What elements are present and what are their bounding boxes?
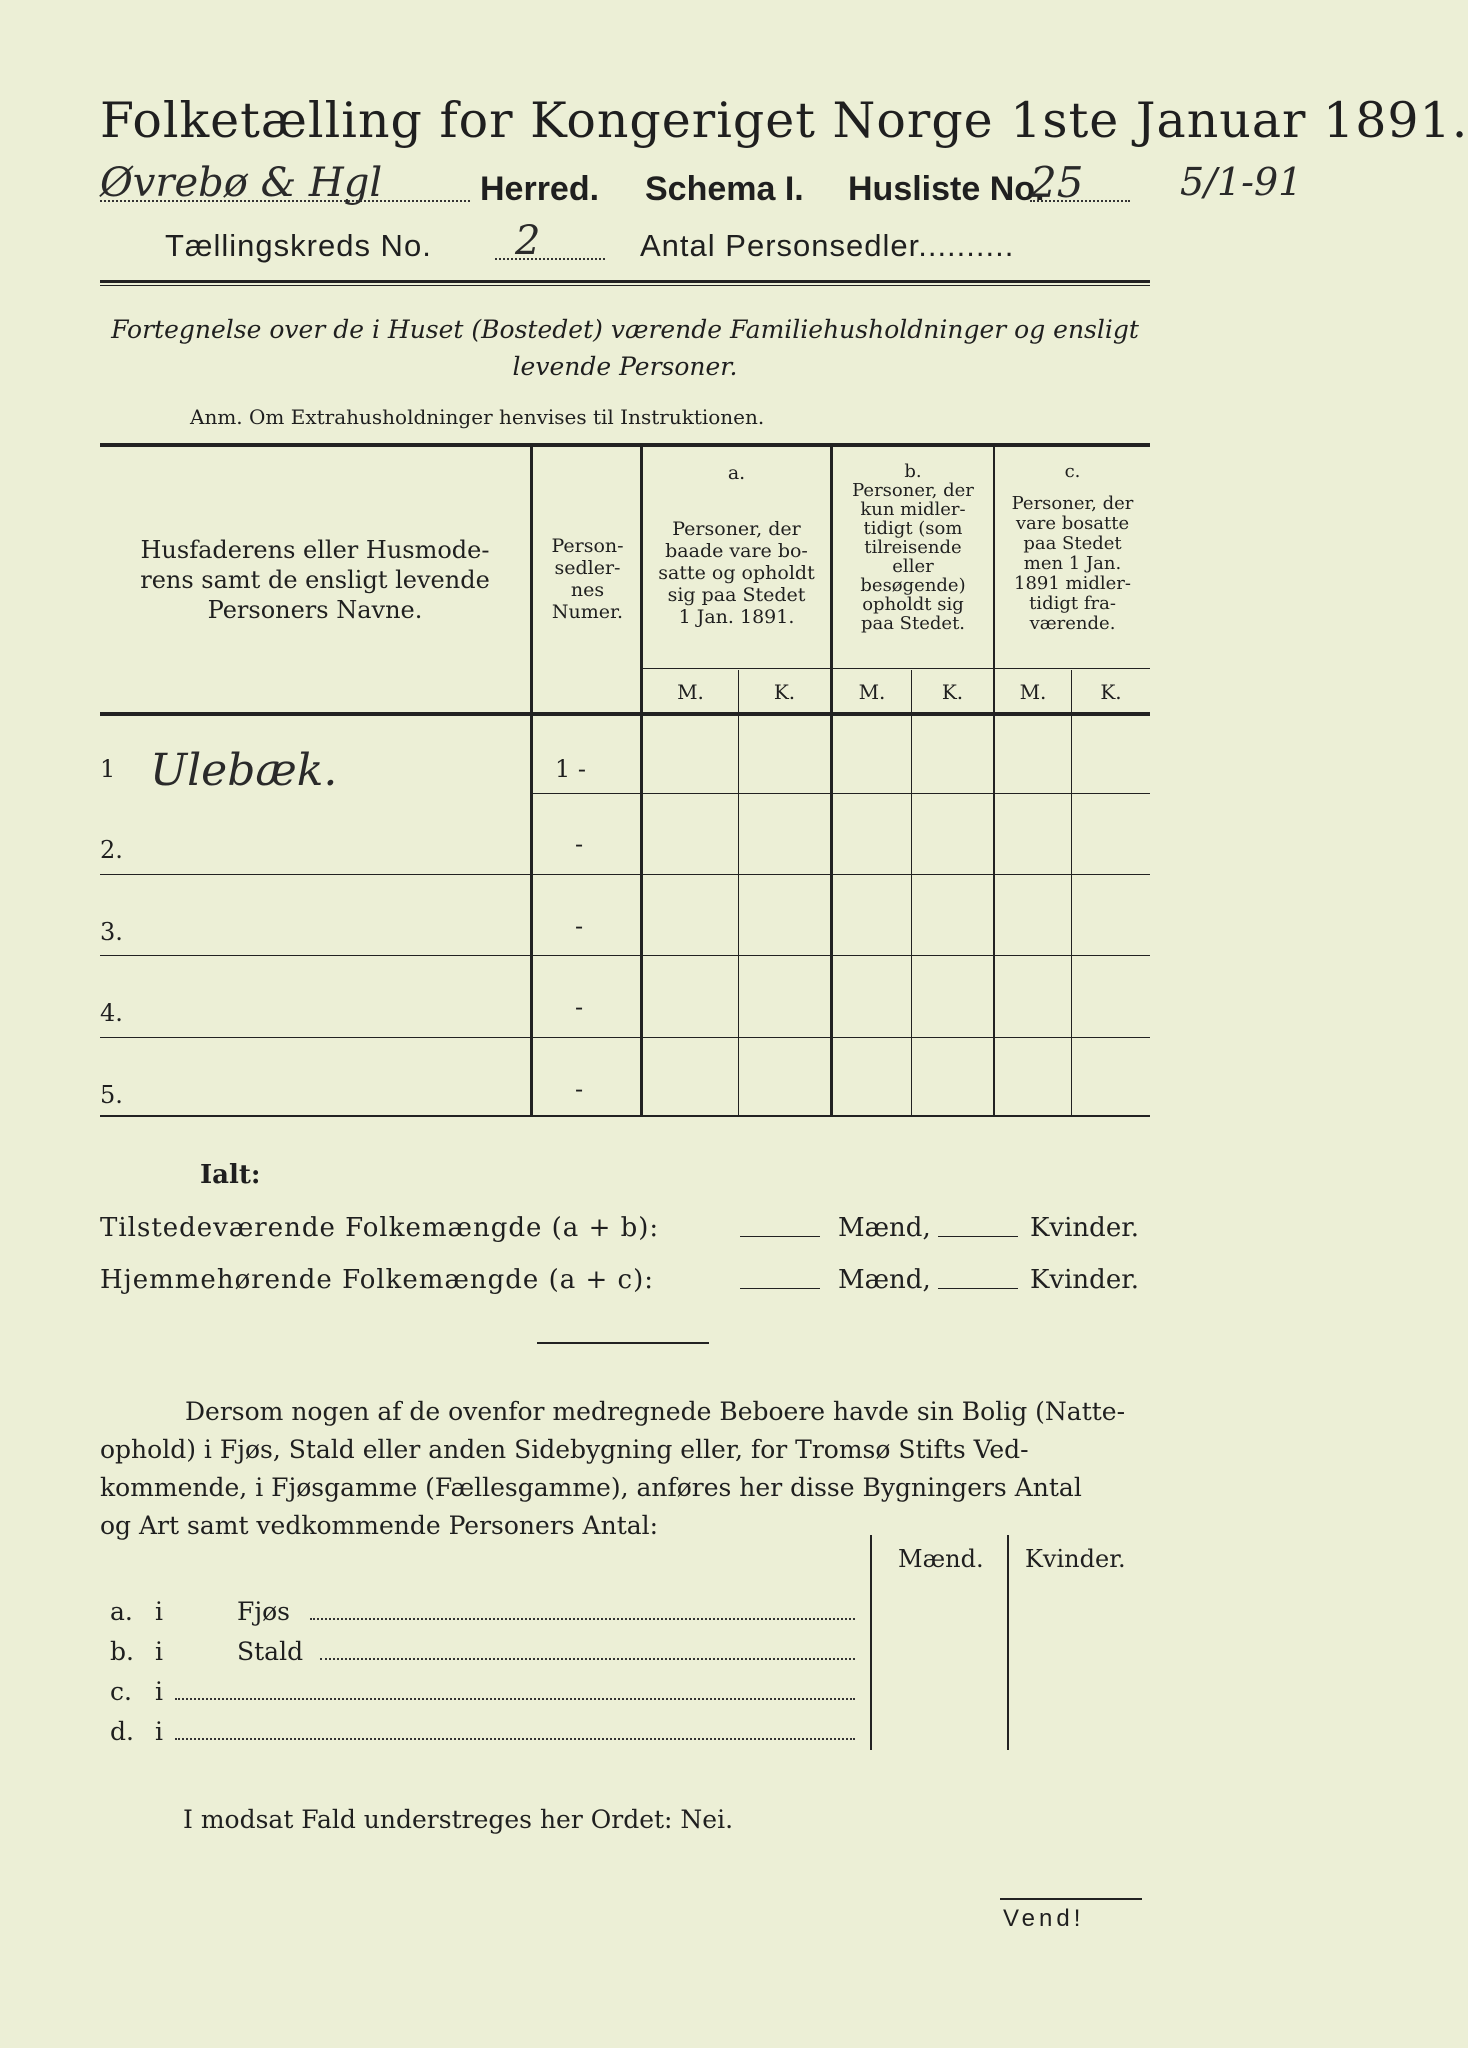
col-c-m: M. (1019, 680, 1047, 704)
schema-label: Schema I. (645, 170, 804, 208)
row-5-rule (100, 1115, 1150, 1117)
row-3-number: 3. (100, 918, 123, 946)
col-header-b: b. Personer, der kun midler- tidigt (som tilreisende eller besøgende) opholdt sig paa Stedet. (852, 461, 974, 634)
col-a-m: M. (677, 680, 704, 704)
col-header-name: Husfaderens eller Husmode- rens samt de ensligt levende Personers Navne. (140, 536, 490, 624)
tilstede-kvinder: Kvinder. (1030, 1213, 1140, 1243)
buildings-kvinder-header: Kvinder. (1025, 1545, 1126, 1573)
building-b-letter: b. (110, 1637, 134, 1666)
building-a-letter: a. (110, 1597, 133, 1626)
herred-name: Øvrebø & Hgl (100, 160, 383, 206)
col-divider-b-mk (911, 670, 912, 1115)
section-divider (537, 1342, 709, 1344)
building-d-dots (175, 1738, 855, 1740)
col-divider-a-mk (738, 670, 739, 1115)
husliste-label: Husliste No. (848, 170, 1045, 208)
tilstede-maend-blank (740, 1236, 820, 1237)
col-divider-name (530, 447, 533, 1115)
row-4-person-number: - (575, 993, 584, 1021)
building-c-i: i (155, 1677, 163, 1706)
row-2-rule (100, 874, 1150, 875)
hjemme-kvinder-blank (938, 1288, 1018, 1289)
husliste-underline (1030, 200, 1130, 202)
building-b-dots (320, 1658, 855, 1660)
col-b-m: M. (858, 680, 886, 704)
building-c-dots (175, 1698, 855, 1700)
vend-label: Vend! (1003, 1905, 1085, 1932)
antal-label: Antal Personsedler.......... (640, 228, 1015, 263)
tilstede-maend: Mænd, (838, 1213, 931, 1243)
hjemme-kvinder: Kvinder. (1030, 1265, 1140, 1295)
building-a-dots (310, 1618, 855, 1620)
modsat-note: I modsat Fald understreges her Ordet: Nei. (183, 1805, 734, 1834)
col-b-k: K. (941, 680, 964, 704)
row-5-number: 5. (100, 1081, 123, 1109)
tilstede-label: Tilstedeværende Folkemængde (a + b): (100, 1213, 660, 1243)
row-2-person-number: - (575, 830, 584, 858)
hjemme-maend: Mænd, (838, 1265, 931, 1295)
vend-rule (1000, 1898, 1142, 1900)
header-rule-thin (100, 285, 1150, 286)
tilstede-kvinder-blank (938, 1236, 1018, 1237)
buildings-paragraph: Dersom nogen af de ovenfor medregnede Beboere havde sin Bolig (Natte- ophold) i Fjøs, Stald eller anden Sidebygning eller, for Tromsø Stifts Ved- kommende, i Fjøsgamme (Fællesgamme), anføres her disse Bygningers Antal og Art samt vedkommende Personers Antal: (100, 1397, 1126, 1540)
row-1-name: Ulebæk. (150, 745, 338, 796)
hjemme-maend-blank (740, 1288, 820, 1289)
husliste-number: 25 (1030, 158, 1084, 207)
row-4-rule (100, 1037, 1150, 1038)
herred-underline (100, 200, 470, 202)
col-c-k: K. (1100, 680, 1122, 704)
col-header-a: a. Personer, der baade vare bo- satte og opholdt sig paa Stedet 1 Jan. 1891. (658, 462, 815, 628)
anm-note: Anm. Om Extrahusholdninger henvises til Instruktionen. (190, 405, 765, 429)
building-d-i: i (155, 1717, 163, 1746)
col-a-k: K. (773, 680, 796, 704)
header-rule (100, 280, 1150, 283)
building-b-i: i (155, 1637, 163, 1666)
building-d-letter: d. (110, 1717, 134, 1746)
col-header-number: Person- sedler- nes Numer. (551, 535, 624, 623)
building-a-i: i (155, 1597, 163, 1626)
row-3-person-number: - (575, 912, 584, 940)
buildings-divider-right (1007, 1535, 1009, 1750)
form-title: Folketælling for Kongeriget Norge 1ste Januar 1891. (100, 92, 1468, 149)
intro-line-1: Fortegnelse over de i Huset (Bostedet) værende Familiehusholdninger og ensligt (111, 315, 1139, 344)
building-c-letter: c. (110, 1677, 132, 1706)
intro-line-2: levende Personer. (512, 352, 738, 381)
row-3-rule (100, 955, 1150, 956)
building-b-label: Stald (237, 1637, 304, 1666)
buildings-divider-left (870, 1535, 872, 1750)
col-c-subrule (995, 668, 1150, 669)
col-a-subrule (643, 668, 830, 669)
margin-note: 5/1-91 (1180, 160, 1303, 204)
row-1-person-number: 1 - (555, 755, 587, 783)
col-divider-c-mk (1071, 670, 1072, 1115)
row-2-number: 2. (100, 836, 123, 864)
building-a-label: Fjøs (237, 1597, 290, 1626)
row-1-number: 1 (100, 755, 116, 783)
buildings-maend-header: Mænd. (898, 1545, 984, 1573)
herred-label: Herred. (480, 170, 600, 208)
kreds-number: 2 (515, 218, 541, 264)
ialt-label: Ialt: (200, 1160, 261, 1190)
row-1-rule (530, 793, 1150, 794)
row-5-person-number: - (575, 1075, 584, 1103)
hjemme-label: Hjemmehørende Folkemængde (a + c): (100, 1265, 654, 1295)
row-4-number: 4. (100, 999, 123, 1027)
kreds-label: Tællingskreds No. (165, 228, 432, 263)
kreds-underline (495, 258, 605, 260)
col-b-subrule (833, 668, 993, 669)
col-header-c: c. Personer, der vare bosatte paa Stedet men 1 Jan. 1891 midler- tidigt fra- værende. (1011, 461, 1134, 634)
